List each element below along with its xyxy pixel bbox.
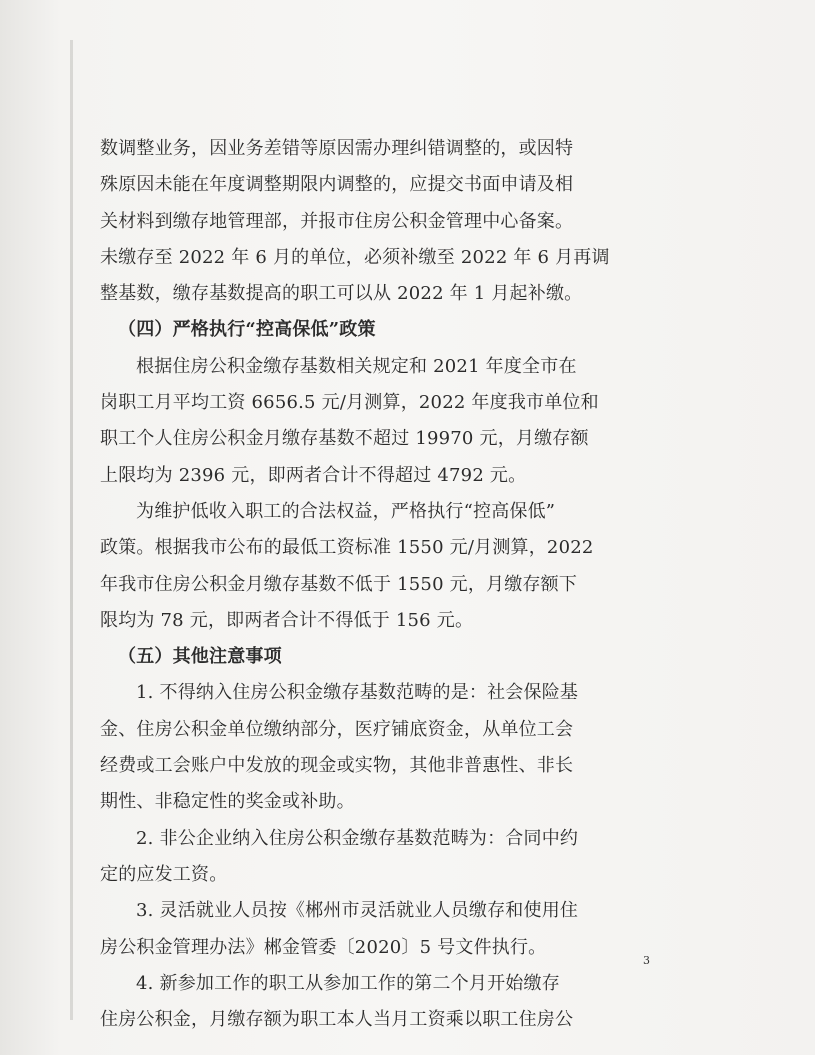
paragraph-line: 定的应发工资。 (100, 863, 228, 885)
paragraph-line: 金、住房公积金单位缴纳部分，医疗铺底资金，从单位工会 (100, 718, 574, 740)
paragraph-line: 经费或工会账户中发放的现金或实物，其他非普惠性、非长 (100, 755, 574, 777)
list-item-2: 2. 非公企业纳入住房公积金缴存基数范畴为：合同中约 (136, 827, 579, 849)
paragraph-line: 未缴存至 2022 年 6 月的单位，必须补缴至 2022 年 6 月再调 (100, 246, 610, 268)
page-edge (70, 40, 73, 1020)
paragraph-line: 岗职工月平均工资 6656.5 元/月测算，2022 年度我市单位和 (100, 392, 599, 414)
list-item-3: 3. 灵活就业人员按《郴州市灵活就业人员缴存和使用住 (136, 900, 579, 922)
paragraph-line: 关材料到缴存地管理部，并报市住房公积金管理中心备案。 (100, 210, 574, 232)
paragraph-line: 政策。根据我市公布的最低工资标准 1550 元/月测算，2022 (100, 537, 594, 559)
paragraph-line: 年我市住房公积金月缴存基数不低于 1550 元，月缴存额下 (100, 573, 578, 595)
paragraph-line: 整基数，缴存基数提高的职工可以从 2022 年 1 月起补缴。 (100, 283, 583, 305)
page-number: 3 (643, 954, 650, 967)
list-item-1: 1. 不得纳入住房公积金缴存基数范畴的是：社会保险基 (136, 682, 579, 704)
paragraph-line: 限均为 78 元，即两者合计不得低于 156 元。 (100, 609, 474, 631)
paragraph-line: 数调整业务，因业务差错等原因需办理纠错调整的，或因特 (100, 138, 574, 159)
paragraph-line: 房公积金管理办法》郴金管委〔2020〕5 号文件执行。 (100, 936, 547, 958)
list-item-4: 4. 新参加工作的职工从参加工作的第二个月开始缴存 (136, 972, 560, 994)
paragraph-line: 上限均为 2396 元，即两者合计不得超过 4792 元。 (100, 464, 527, 486)
paragraph-line: 根据住房公积金缴存基数相关规定和 2021 年度全市在 (136, 355, 577, 377)
section-heading-5: （五）其他注意事项 (118, 646, 282, 668)
paragraph-line: 职工个人住房公积金月缴存基数不超过 19970 元，月缴存额 (100, 428, 589, 450)
paragraph-line: 殊原因未能在年度调整期限内调整的，应提交书面申请及相 (100, 174, 574, 196)
paragraph-line: 为维护低收入职工的合法权益，严格执行“控高保低” (136, 500, 556, 522)
paragraph-line: 住房公积金，月缴存额为职工本人当月工资乘以职工住房公 (100, 1009, 574, 1031)
section-heading-4: （四）严格执行“控高保低”政策 (118, 319, 376, 341)
paragraph-line: 期性、非稳定性的奖金或补助。 (100, 791, 355, 813)
document-body (100, 131, 660, 1038)
